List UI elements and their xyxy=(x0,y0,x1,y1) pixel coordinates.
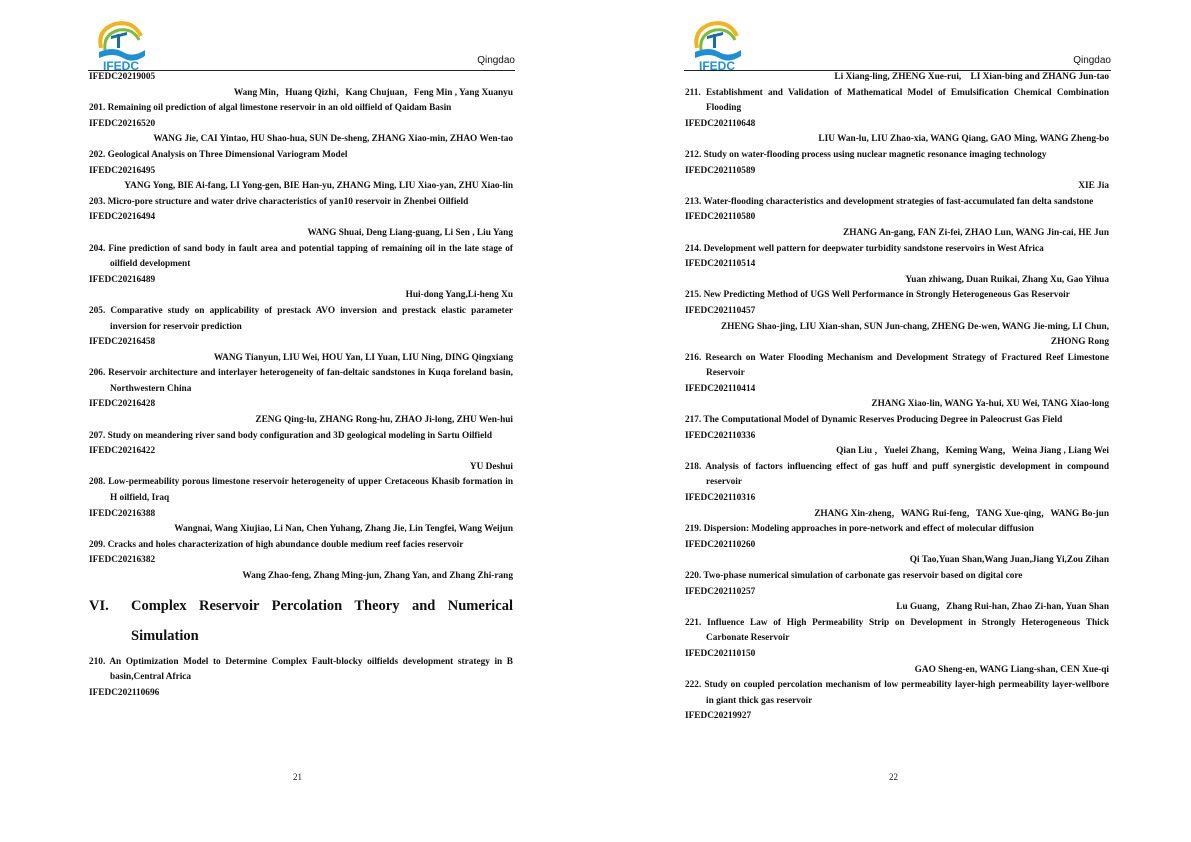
paper-title: 221. Influence Law of High Permeability Strip on Development in Strongly Heterogeneous Thick Carbonate Reservoir xyxy=(685,617,1109,644)
paper-id: IFEDC202110260 xyxy=(685,539,756,550)
paper-title: 208. Low-permeability porous limestone reservoir heterogeneity of upper Cretaceous Khasib formation in H oilfield, Iraq xyxy=(89,477,513,504)
paper-authors: ZHANG An-gang, FAN Zi-fei, ZHAO Lun, WANG Jin-cai, HE Jun xyxy=(843,227,1109,238)
section-heading xyxy=(89,591,513,651)
paper-title: 215. New Predicting Method of UGS Well Performance in Strongly Heterogeneous Gas Reservoir xyxy=(685,290,1070,301)
paper-title: 209. Cracks and holes characterization of high abundance double medium reef facies reservoir xyxy=(89,539,464,550)
page-content xyxy=(685,70,1119,725)
paper-title: 201. Remaining oil prediction of algal limestone reservoir in an old oilfield of Qaidam Basin xyxy=(89,103,452,114)
paper-id: IFEDC202110457 xyxy=(685,305,756,316)
paper-title: 207. Study on meandering river sand body configuration and 3D geological modeling in Sartu Oilfield xyxy=(89,430,492,441)
paper-id: IFEDC20216495 xyxy=(89,165,156,176)
paper-title: 214. Development well pattern for deepwater turbidity sandstone reservoirs in West Africa xyxy=(685,243,1044,254)
paper-authors: Wang Zhao-feng, Zhang Ming-jun, Zhang Yan, and Zhang Zhi-rang xyxy=(242,571,513,581)
paper-authors: LIU Wan-lu, LIU Zhao-xia, WANG Qiang, GAO Ming, WANG Zheng-bo xyxy=(818,134,1109,145)
paper-authors: YANG Yong, BIE Ai-fang, LI Yong-gen, BIE Han-yu, ZHANG Ming, LIU Xiao-yan, ZHU Xiao-lin xyxy=(124,181,513,192)
paper-id: IFEDC202110589 xyxy=(685,165,756,176)
page-number: 21 xyxy=(293,772,302,782)
paper-title: 212. Study on water-flooding process using nuclear magnetic resonance imaging technology xyxy=(685,149,1047,160)
paper-title: 206. Reservoir architecture and interlayer heterogeneity of fan-deltaic sandstones in Kuqa foreland basin, Northwestern China xyxy=(89,368,513,394)
svg-text:IFEDC: IFEDC xyxy=(103,59,139,72)
paper-title: 217. The Computational Model of Dynamic Reserves Producing Degree in Paleocrust Gas Field xyxy=(685,415,1063,426)
page-right xyxy=(596,0,1191,842)
paper-title: 210. An Optimization Model to Determine Complex Fault-blocky oilfields development strategy in B basin,Central Africa xyxy=(89,656,513,683)
paper-authors: Lu Guang，Zhang Rui-han, Zhao Zi-han, Yuan Shan xyxy=(896,602,1109,613)
paper-title: 222. Study on coupled percolation mechanism of low permeability layer-high permeability layer-wellbore in giant thick gas reservoir xyxy=(685,680,1109,706)
header-city: Qingdao xyxy=(1073,55,1111,66)
paper-authors: ZHANG Xiao-lin, WANG Ya-hui, XU Wei, TANG Xiao-long xyxy=(871,399,1109,410)
paper-title: 219. Dispersion: Modeling approaches in pore-network and effect of molecular diffusion xyxy=(685,524,1034,535)
paper-authors: ZHANG Xin-zheng，WANG Rui-feng，TANG Xue-qing，WANG Bo-jun xyxy=(814,508,1109,519)
ifedc-logo xyxy=(93,18,149,72)
paper-id: IFEDC202110580 xyxy=(685,212,756,223)
paper-id: IFEDC20216422 xyxy=(89,446,156,457)
paper-authors: WANG Shuai, Deng Liang-guang, Li Sen , Liu Yang xyxy=(307,227,513,238)
paper-title: 202. Geological Analysis on Three Dimensional Variogram Model xyxy=(89,149,348,160)
paper-title: 220. Two-phase numerical simulation of carbonate gas reservoir based on digital core xyxy=(685,571,1023,581)
page-number: 22 xyxy=(889,772,898,782)
paper-authors: Qian Liu ，Yuelei Zhang，Keming Wang，Weina Jiang , Liang Wei xyxy=(836,446,1109,457)
paper-title: 204. Fine prediction of sand body in fault area and potential tapping of remaining oil in the late stage of oilfield development xyxy=(89,243,513,270)
paper-id: IFEDC20219927 xyxy=(685,711,752,722)
paper-id: IFEDC202110696 xyxy=(89,687,160,698)
paper-title: 218. Analysis of factors influencing effect of gas huff and puff synergistic development in compound reservoir xyxy=(685,461,1109,488)
paper-authors: YU Deshui xyxy=(469,461,513,472)
page-left xyxy=(0,0,595,842)
paper-authors: XIE Jia xyxy=(1078,181,1109,192)
paper-authors: ZHENG Shao-jing, LIU Xian-shan, SUN Jun-chang, ZHENG De-wen, WANG Jie-ming, LI Chun, ZHONG Rong xyxy=(720,321,1119,348)
paper-authors: WANG Jie, CAI Yintao, HU Shao-hua, SUN De-sheng, ZHANG Xiao-min, ZHAO Wen-tao xyxy=(153,134,513,145)
paper-title: 203. Micro-pore structure and water drive characteristics of yan10 reservoir in Zhenbei Oilfield xyxy=(89,196,469,207)
paper-id: IFEDC202110257 xyxy=(685,586,756,597)
paper-title: 213. Water-flooding characteristics and development strategies of fast-accumulated fan delta sandstone xyxy=(685,196,1094,207)
page-content xyxy=(89,70,513,701)
ifedc-logo xyxy=(689,18,745,72)
paper-authors: WANG Tianyun, LIU Wei, HOU Yan, LI Yuan, LIU Ning, DING Qingxiang xyxy=(213,352,513,363)
svg-text:IFEDC: IFEDC xyxy=(699,59,735,72)
paper-authors: Wang Min，Huang Qizhi，Kang Chujuan，Feng Min , Yang Xuanyu xyxy=(233,87,513,98)
paper-id: IFEDC20216458 xyxy=(89,337,156,348)
paper-authors: Li Xiang-ling, ZHENG Xue-rui, LI Xian-bing and ZHANG Jun-tao xyxy=(834,72,1109,82)
paper-id: IFEDC202110336 xyxy=(685,430,756,441)
paper-authors: Yuan zhiwang, Duan Ruikai, Zhang Xu, Gao Yihua xyxy=(905,274,1109,285)
paper-id: IFEDC202110150 xyxy=(685,648,756,659)
paper-authors: ZENG Qing-lu, ZHANG Rong-hu, ZHAO Ji-long, ZHU Wen-hui xyxy=(255,415,513,426)
paper-title: 216. Research on Water Flooding Mechanism and Development Strategy of Fractured Reef Limestone Reservoir xyxy=(685,352,1109,379)
section-number: VI. xyxy=(89,597,109,614)
paper-authors: GAO Sheng-en, WANG Liang-shan, CEN Xue-qi xyxy=(914,664,1109,675)
section-title: Complex Reservoir Percolation Theory and Numerical Simulation xyxy=(131,597,513,644)
paper-id: IFEDC20216428 xyxy=(89,399,156,410)
paper-authors: Wangnai, Wang Xiujiao, Li Nan, Chen Yuhang, Zhang Jie, Lin Tengfei, Wang Weijun xyxy=(174,524,513,535)
paper-id: IFEDC20216489 xyxy=(89,274,156,285)
paper-id: IFEDC202110316 xyxy=(685,493,756,504)
paper-title: 211. Establishment and Validation of Mathematical Model of Emulsification Chemical Combination Flooding xyxy=(685,87,1109,114)
paper-id: IFEDC20219005 xyxy=(89,72,156,82)
paper-id: IFEDC202110514 xyxy=(685,259,756,270)
header-city: Qingdao xyxy=(477,55,515,66)
paper-id: IFEDC20216388 xyxy=(89,508,156,519)
paper-id: IFEDC202110414 xyxy=(685,383,756,394)
paper-authors: Hui-dong Yang,Li-heng Xu xyxy=(405,290,513,301)
paper-authors: Qi Tao,Yuan Shan,Wang Juan,Jiang Yi,Zou Zihan xyxy=(909,555,1109,566)
paper-id: IFEDC20216494 xyxy=(89,212,156,223)
paper-title: 205. Comparative study on applicability of prestack AVO inversion and prestack elastic parameter inversion for reservoir prediction xyxy=(89,305,513,332)
paper-id: IFEDC20216520 xyxy=(89,118,156,129)
paper-id: IFEDC20216382 xyxy=(89,555,156,566)
paper-id: IFEDC202110648 xyxy=(685,118,756,129)
